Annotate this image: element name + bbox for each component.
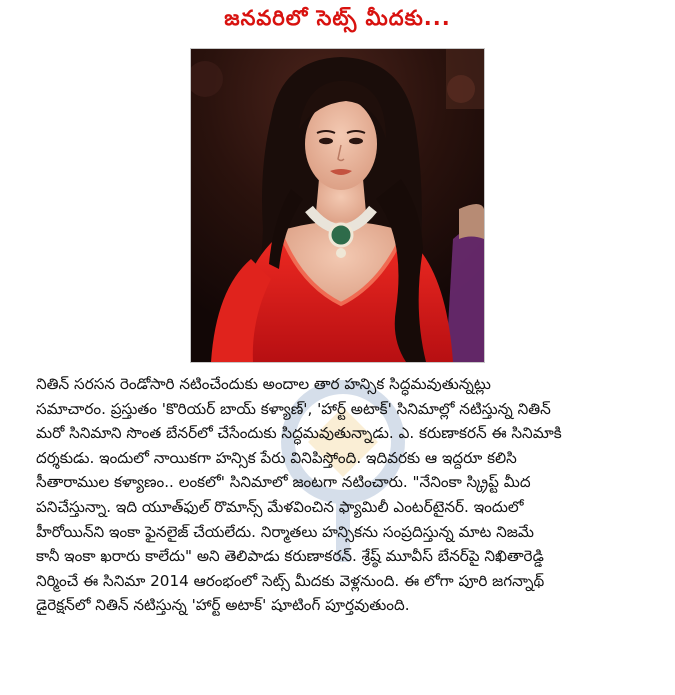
article-line: మరో సినిమాని సొంత బేనర్‌లో చేసేందుకు సిద్ధమవుతున్నాడు. ఎ. కరుణాకరన్ ఈ సినిమాకి — [36, 424, 562, 443]
article-body — [36, 372, 640, 618]
article-line: పనిచేస్తున్నా. ఇది యూత్‌ఫుల్ రొమాన్స్ మేళవించిన ఫ్యామిలీ ఎంటర్‌టైనర్. ఇందులో — [36, 497, 524, 516]
photo-illustration — [191, 49, 484, 362]
article-line: కానీ ఇంకా ఖరారు కాలేదు" అని తెలిపాడు కరుణాకరన్. శ్రేష్ఠ్ మూవీస్ బేనర్‌పై నిఖితారెడ్డి — [36, 547, 544, 566]
article-line: నిర్మించే ఈ సినిమా 2014 ఆరంభంలో సెట్స్ మీదకు వెళ్లనుంది. ఈ లోగా పూరి జగన్నాథ్ — [36, 571, 545, 590]
article-line: హీరోయిన్‌ని ఇంకా ఫైనలైజ్ చేయలేదు. నిర్మాతలు హన్సికను సంప్రదిస్తున్న మాట నిజమే — [36, 522, 534, 541]
article-line: నితిన్ సరసన రెండోసారి నటించేందుకు అందాల తార హన్సిక సిద్ధమవుతున్నట్లు — [36, 375, 491, 393]
article-line: దర్శకుడు. ఇందులో నాయికగా హన్సిక పేరు వినిపిస్తోంది. ఇదివరకు ఆ ఇద్దరూ కలిసి — [36, 448, 517, 467]
article-title: జనవరిలో సెట్స్ మీదకు... — [224, 6, 451, 30]
actress-photo — [190, 48, 485, 363]
article-line: సమాచారం. ప్రస్తుతం 'కొరియర్ బాయ్ కళ్యాణ్', 'హార్ట్ అటాక్' సినిమాల్లో నటిస్తున్న నితిన్ — [36, 399, 551, 418]
article-line: డైరెక్షన్‌లో నితిన్ నటిస్తున్న 'హార్ట్ అటాక్' షూటింగ్ పూర్తవుతుంది. — [36, 596, 410, 615]
article-line: సీతారాముల కళ్యాణం.. లంకలో' సినిమాలో జంటగా నటించారు. "నేనింకా స్క్రిప్ట్ మీద — [36, 473, 531, 492]
